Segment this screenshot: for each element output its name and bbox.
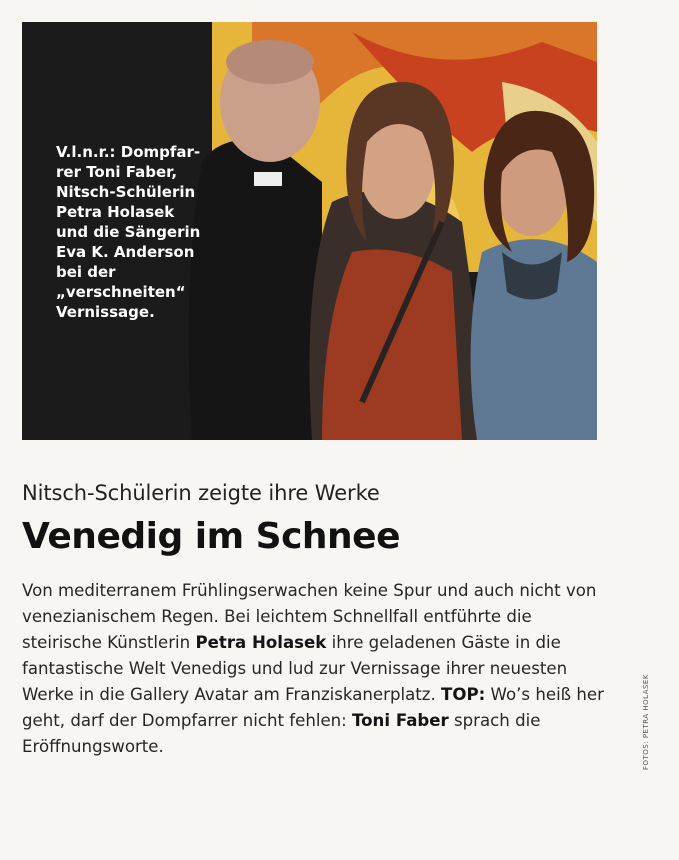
body-part-3: Wo’s heiß her geht, darf der Dompfarrer nicht fehlen: <box>22 685 604 730</box>
body-part-4: sprach die Eröffnungsworte. <box>22 711 541 756</box>
photo-credit-wrap <box>642 674 654 860</box>
top-label: TOP: <box>441 685 486 704</box>
event-photo <box>22 22 597 440</box>
body-part-1: Von mediterranem Frühlingserwachen keine Spur und auch nicht von venezianischem Regen. Bei leichtem Schnellfall entführte die steirische Künstlerin <box>22 581 597 652</box>
name-toni-faber: Toni Faber <box>352 711 449 730</box>
article-kicker: Nitsch-Schülerin zeigte ihre Werke <box>22 481 380 505</box>
name-petra-holasek: Petra Holasek <box>195 633 327 652</box>
article-headline: Venedig im Schnee <box>22 516 401 557</box>
photo-caption: V.l.n.r.: Dompfar- rer Toni Faber, Nitsch-Schülerin Petra Holasek und die Sängerin Eva K. Anderson bei der „verschneiten“ Vernissage. <box>56 143 201 321</box>
photo-credit: FOTOS: PETRA HOLASEK <box>642 674 650 770</box>
body-part-2: ihre geladenen Gäste in die fantastische Welt Venedigs und lud zur Vernissage ihrer neuesten Werke in die Gallery Avatar am Franziskanerplatz. <box>22 633 568 704</box>
article-body <box>22 578 607 760</box>
